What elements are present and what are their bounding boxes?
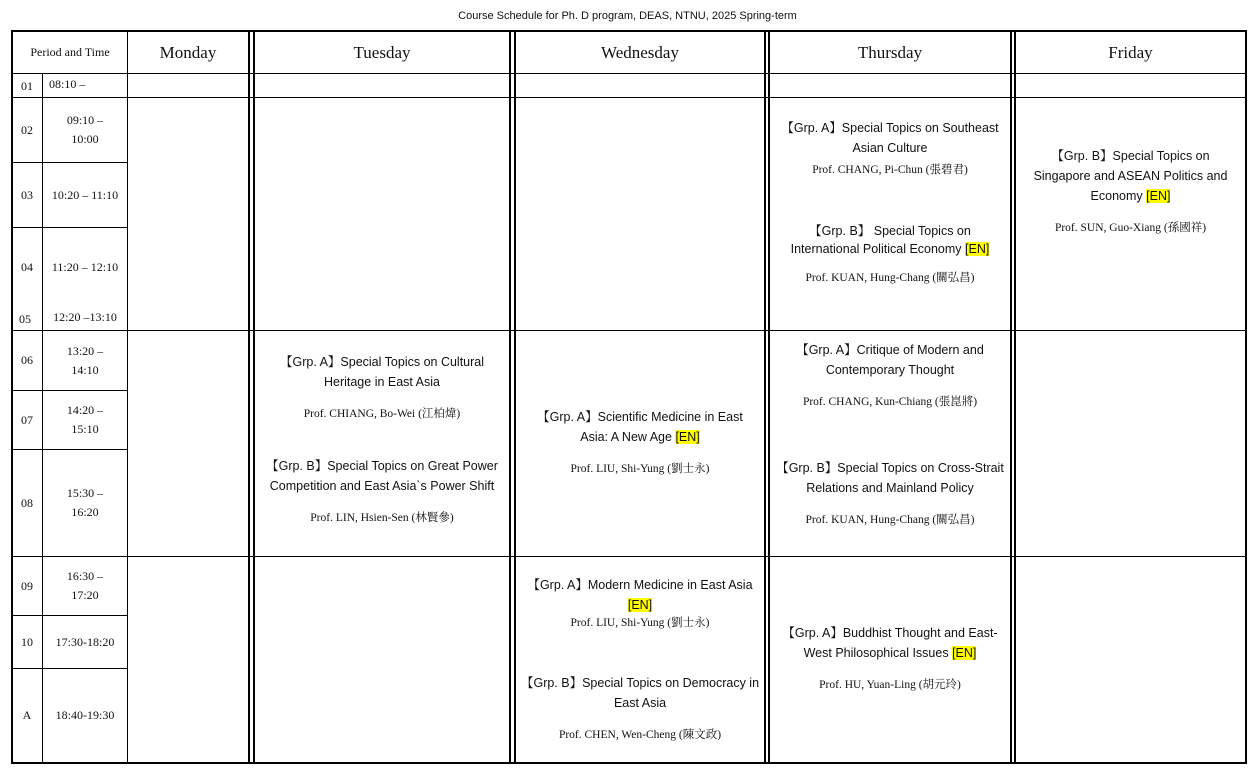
- course-title: 【Grp. B】Special Topics on: [1051, 149, 1210, 163]
- course-title: [1016, 186, 1245, 206]
- course-title: 【Grp. A】Special Topics on Cultural: [279, 355, 485, 369]
- course-title: Asian Culture: [852, 141, 928, 155]
- english-tag: [EN]: [675, 430, 700, 444]
- period-time-end: 16:20: [71, 505, 99, 519]
- period-time: 18:40-19:30: [55, 708, 115, 722]
- friday-left-line-a: [1010, 31, 1012, 763]
- period-time-start: 14:20 –: [66, 403, 104, 417]
- period-time: 08:10 –: [49, 77, 86, 91]
- course-entry: [770, 118, 1010, 178]
- wednesday-left-line-a: [509, 31, 511, 763]
- day-header-tuesday: Tuesday: [353, 42, 411, 62]
- english-tag: [EN]: [1146, 189, 1171, 203]
- day-header-monday: Monday: [159, 42, 217, 62]
- frame-bottom-line: [11, 762, 1247, 764]
- period-time: 10:20 – 11:10: [51, 187, 119, 202]
- course-title: [516, 595, 764, 615]
- period-number: 08: [21, 495, 33, 510]
- course-entry: [516, 575, 764, 631]
- course-title: 【Grp. B】 Special Topics on: [809, 224, 971, 238]
- schedule-caption: Course Schedule for Ph. D program, DEAS, NTNU, 2025 Spring-term: [458, 10, 797, 22]
- day-header-friday: Friday: [1108, 42, 1153, 62]
- course-professor: Prof. LIU, Shi-Yung (劉士永): [570, 617, 710, 629]
- friday-left-line-b: [1014, 31, 1016, 763]
- course-title: 【Grp. B】Special Topics on Cross-Strait: [776, 461, 1004, 475]
- course-professor: Prof. CHEN, Wen-Cheng (陳文政): [558, 729, 722, 741]
- period-time-start: 16:30 –: [66, 569, 104, 583]
- course-title: 【Grp. A】Buddhist Thought and East-: [782, 626, 998, 640]
- course-title: [770, 643, 1010, 663]
- period-number: 02: [21, 122, 33, 137]
- period-number: 06: [21, 353, 33, 367]
- course-entry: [1016, 146, 1245, 236]
- period-time: [43, 557, 127, 615]
- course-entry: [255, 352, 509, 422]
- course-entry: [770, 623, 1010, 693]
- course-title: 【Grp. A】Scientific Medicine in East: [537, 410, 743, 424]
- period-and-time-header: Period and Time: [30, 45, 110, 59]
- course-title: 【Grp. B】Special Topics on Great Power: [266, 459, 498, 473]
- course-professor: Prof. KUAN, Hung-Chang (關弘昌): [805, 514, 975, 526]
- course-entry: [516, 673, 764, 743]
- period-number: 03: [21, 187, 33, 202]
- monday-left-line: [127, 31, 128, 763]
- course-professor: Prof. CHANG, Kun-Chiang (張崑將): [802, 396, 978, 408]
- course-title: [516, 427, 764, 447]
- course-title: Contemporary Thought: [825, 363, 955, 377]
- course-professor: Prof. LIN, Hsien-Sen (林賢參): [310, 512, 454, 524]
- period-time: [43, 331, 127, 390]
- course-entry: [770, 340, 1010, 410]
- period-time-end: 14:10: [71, 362, 99, 377]
- course-title: 【Grp. A】Special Topics on Southeast: [781, 121, 999, 135]
- course-title: Singapore and ASEAN Politics and: [1033, 169, 1228, 183]
- period-number: 10: [21, 634, 33, 649]
- course-title: Relations and Mainland Policy: [806, 481, 974, 495]
- period-time-start: 15:30 –: [66, 486, 104, 500]
- period-time: 17:30-18:20: [55, 634, 115, 649]
- course-title: East Asia: [613, 696, 667, 710]
- course-title-text: Economy: [1090, 189, 1143, 203]
- course-entry: [770, 458, 1010, 528]
- period-time-start: 13:20 –: [66, 343, 104, 358]
- course-title: Heritage in East Asia: [323, 375, 441, 389]
- wednesday-left-line-b: [514, 31, 516, 763]
- period-time-start: 09:10 –: [66, 113, 104, 127]
- course-professor: Prof. CHANG, Pi-Chun (張碧君): [812, 164, 968, 176]
- course-title: [770, 240, 1010, 258]
- period-number: A: [22, 708, 32, 722]
- english-tag: [EN]: [965, 242, 990, 256]
- thursday-left-line-a: [764, 31, 766, 763]
- header-bottom-line: [12, 73, 1246, 74]
- row03-bottom-line: [12, 227, 127, 228]
- period-time: 12:20 –13:10: [53, 309, 117, 324]
- period-time: [43, 391, 127, 449]
- course-professor: Prof. HU, Yuan-Ling (胡元玲): [819, 679, 961, 691]
- english-tag: [EN]: [952, 646, 977, 660]
- course-entry: [516, 407, 764, 477]
- row05-bottom-line: [12, 330, 1246, 331]
- course-title: 【Grp. B】Special Topics on Democracy in: [520, 676, 760, 690]
- english-tag: [EN]: [627, 598, 653, 612]
- period-time-end: 17:20: [71, 588, 99, 602]
- course-professor: Prof. SUN, Guo-Xiang (孫國祥): [1054, 222, 1207, 234]
- course-professor: Prof. CHIANG, Bo-Wei (江柏煒): [303, 408, 461, 420]
- period-number: 01: [21, 79, 33, 93]
- course-professor: Prof. KUAN, Hung-Chang (關弘昌): [805, 272, 975, 284]
- course-title: 【Grp. A】Modern Medicine in East Asia: [527, 578, 753, 592]
- row08-bottom-line: [12, 556, 1246, 557]
- period-number: 09: [21, 578, 33, 593]
- course-title-text: West Philosophical Issues: [803, 646, 949, 660]
- period-time-end: 15:10: [71, 422, 99, 436]
- course-title: Competition and East Asia`s Power Shift: [269, 479, 495, 493]
- day-header-wednesday: Wednesday: [601, 42, 679, 62]
- period-number: 07: [21, 412, 33, 427]
- frame-right-line: [1245, 30, 1247, 764]
- period-time: [43, 98, 127, 162]
- period-time-end: 10:00: [71, 132, 99, 146]
- row01-bottom-line: [12, 97, 1246, 98]
- period-time: [43, 450, 127, 556]
- period-number: 05: [19, 311, 31, 326]
- period-number: 04: [21, 259, 33, 274]
- course-professor: Prof. LIU, Shi-Yung (劉士永): [570, 463, 710, 475]
- course-title-text: International Political Economy: [790, 242, 962, 256]
- course-entry: [255, 456, 509, 526]
- course-entry: [770, 222, 1010, 286]
- day-header-thursday: Thursday: [857, 42, 923, 62]
- period-time: 11:20 – 12:10: [51, 259, 119, 274]
- tuesday-left-line-a: [248, 31, 250, 763]
- course-title: 【Grp. A】Critique of Modern and: [796, 343, 984, 357]
- course-title-text: Asia: A New Age: [580, 430, 672, 444]
